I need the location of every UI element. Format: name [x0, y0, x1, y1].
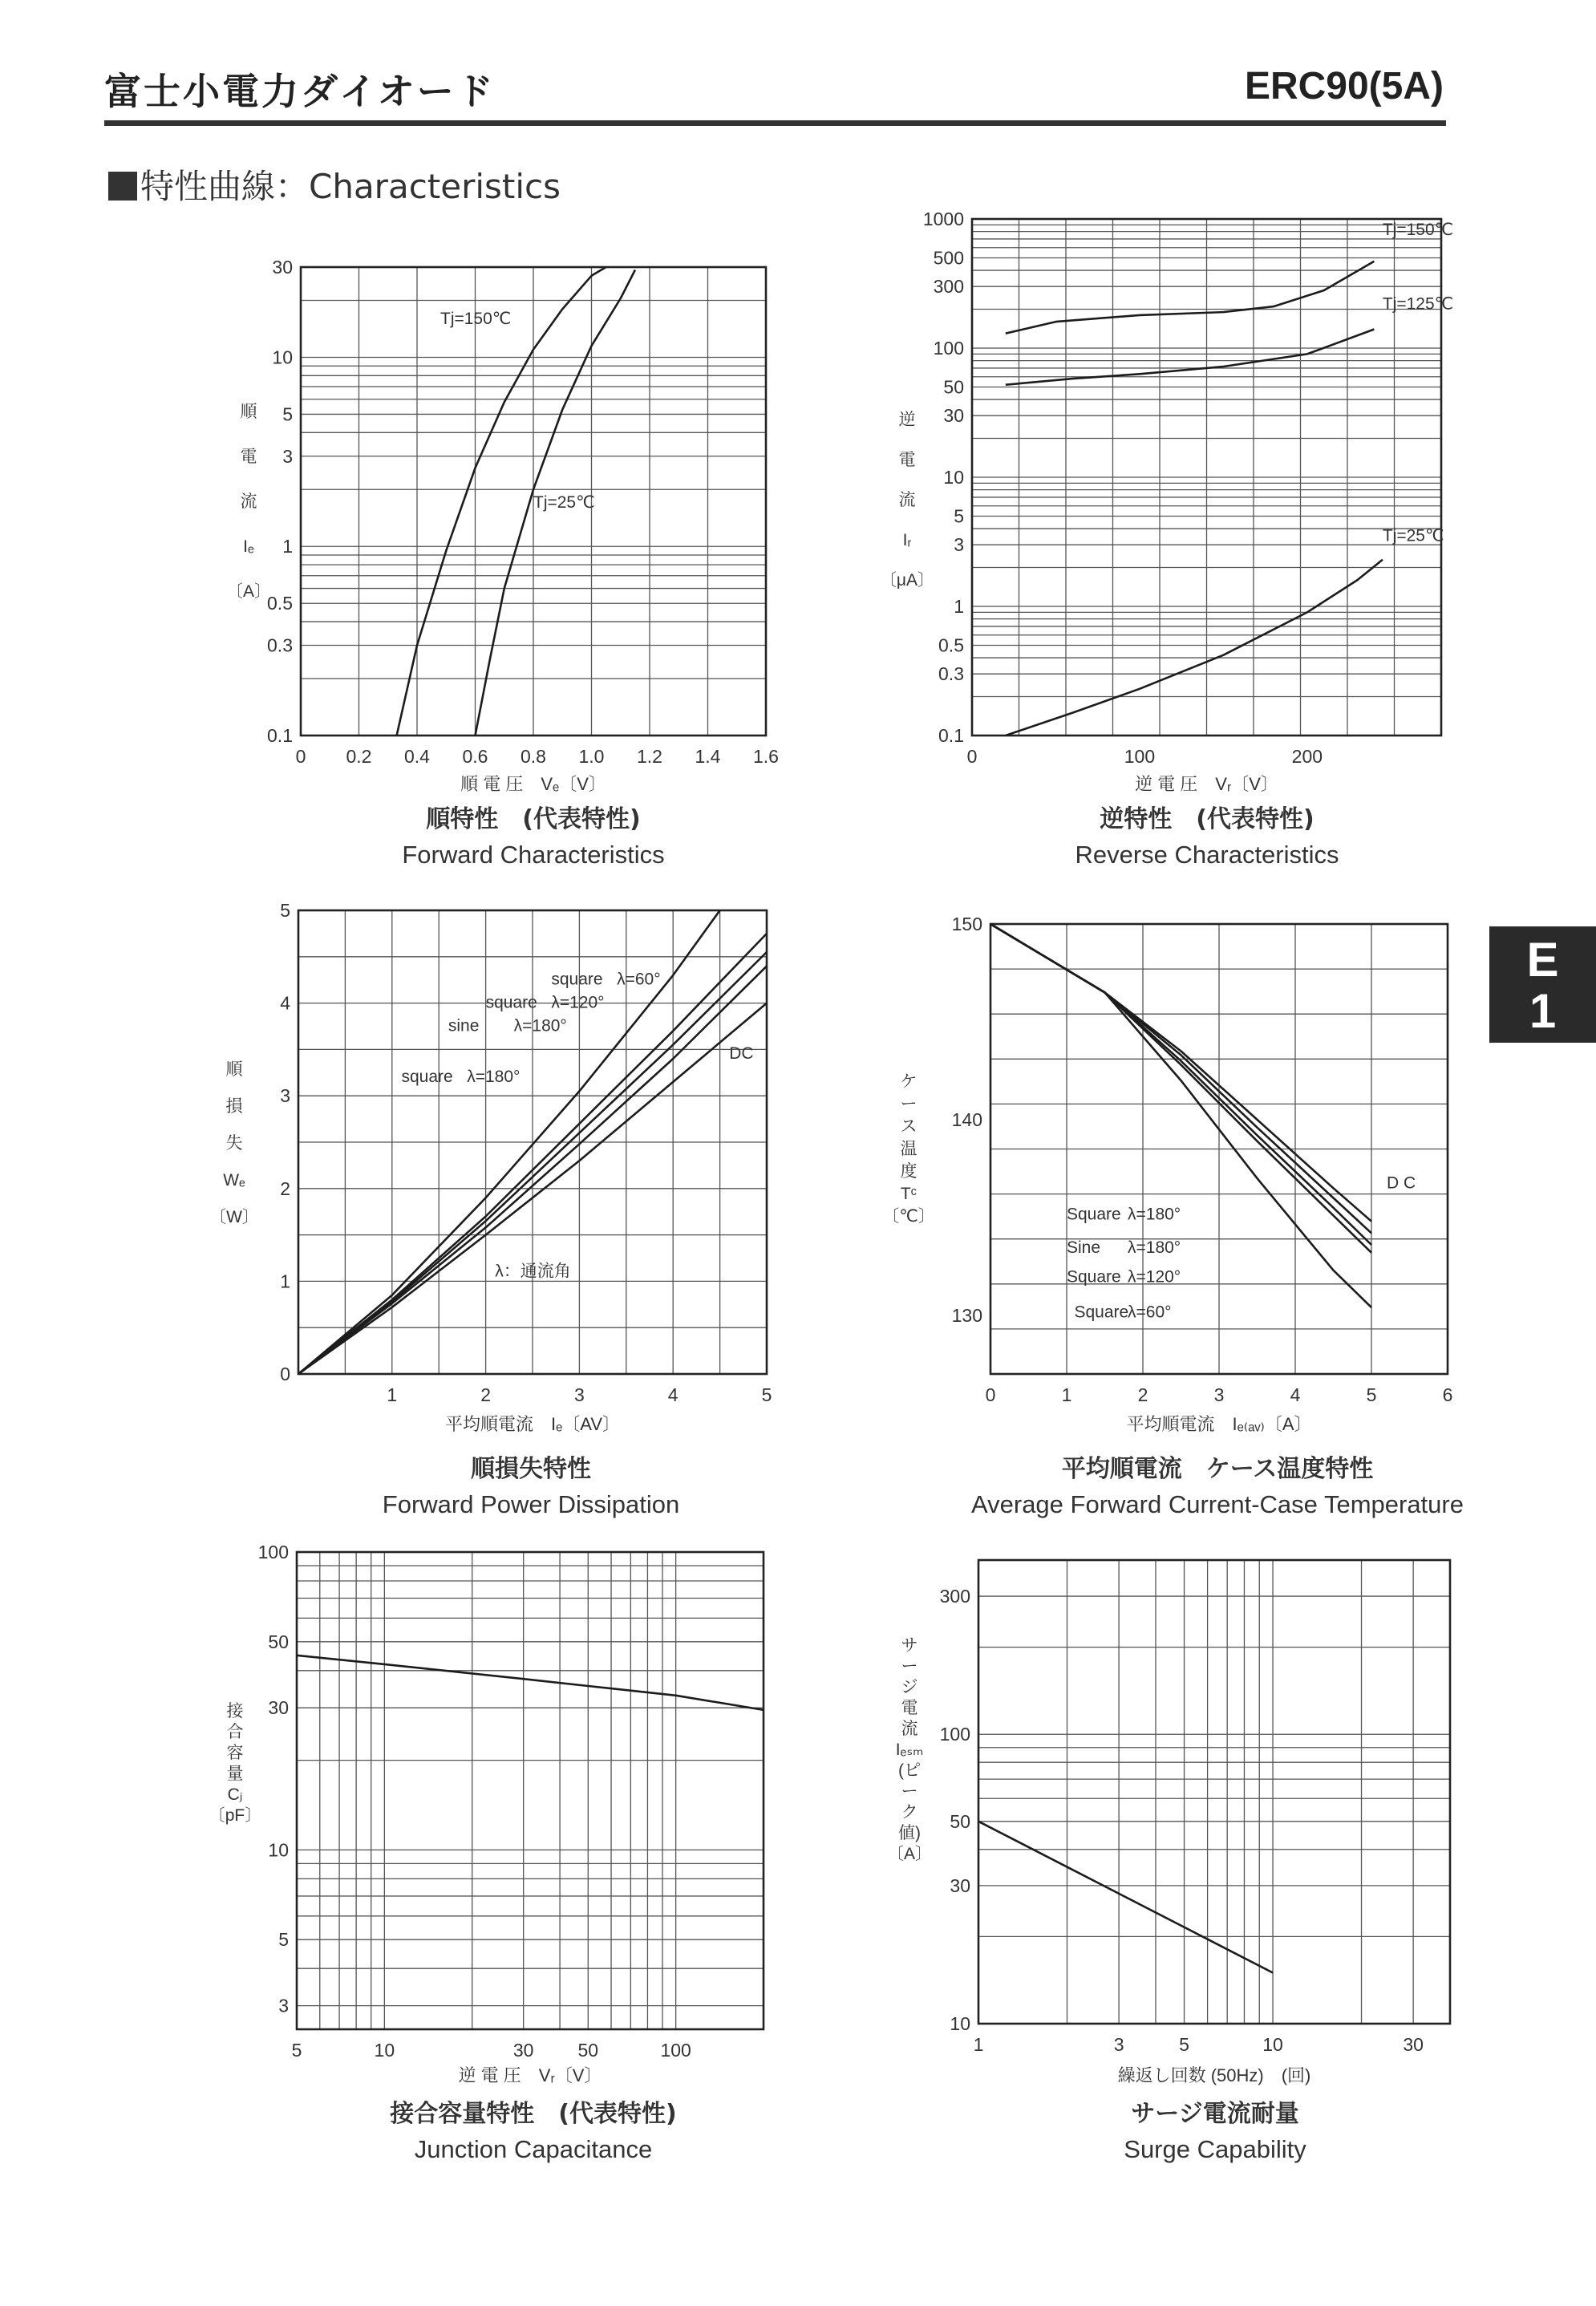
y-tick-label: 50: [268, 1631, 289, 1652]
y-axis-label-char: 順: [225, 1060, 243, 1079]
series-annotation: λ=60°: [617, 970, 661, 989]
y-axis-label-char: 電: [240, 448, 257, 466]
y-tick-label: 5: [280, 900, 290, 921]
x-tick-label: 0.4: [404, 746, 430, 767]
series-line: [1006, 560, 1383, 736]
y-tick-label: 1000: [922, 209, 964, 229]
y-tick-label: 4: [280, 992, 290, 1014]
y-tick-label: 1: [954, 596, 964, 617]
x-tick-label: 1: [387, 1384, 398, 1405]
series-annotation: Tj=25℃: [533, 493, 595, 513]
y-tick-label: 140: [951, 1108, 982, 1130]
y-tick-label: 10: [943, 467, 964, 488]
y-tick-label: 10: [950, 2013, 970, 2034]
series-annotation: λ=120°: [551, 993, 605, 1012]
chart-capacitance: [209, 1542, 764, 2163]
y-tick-label: 10: [268, 1839, 289, 1861]
x-tick-label: 0: [295, 746, 306, 767]
side-tab-letter: E: [1526, 933, 1559, 987]
y-tick-label: 30: [950, 1874, 970, 1896]
x-axis-label: 逆 電 圧 Vᵣ〔V〕: [1135, 774, 1278, 794]
y-tick-label: 100: [933, 338, 964, 359]
chart-caption-jp: 順特性 (代表特性): [426, 805, 641, 833]
y-axis-label-char: Wₑ: [223, 1171, 245, 1189]
y-axis-label-char: 流: [901, 1720, 918, 1738]
series-line: [978, 1822, 1273, 1973]
x-tick-label: 1.6: [753, 746, 779, 767]
x-tick-label: 100: [1124, 746, 1156, 767]
series-annotation: λ=180°: [1128, 1238, 1181, 1257]
x-tick-label: 30: [512, 2040, 534, 2061]
series-line: [990, 924, 1371, 1233]
series-line: [990, 924, 1371, 1307]
y-axis-label-char: 〔℃〕: [882, 1207, 935, 1226]
y-axis-label-char: 温: [900, 1140, 917, 1158]
y-tick-label: 3: [278, 1995, 289, 2016]
y-tick-label: 3: [280, 1085, 290, 1107]
y-tick-label: 1: [282, 536, 293, 557]
y-axis-label-char: ジ: [901, 1678, 918, 1696]
y-tick-label: 2: [280, 1177, 290, 1199]
x-tick-label: 0.6: [462, 746, 488, 767]
y-tick-label: 3: [282, 445, 293, 467]
gridlines: [972, 219, 1441, 736]
series-line: [1006, 261, 1375, 334]
plot-frame: [297, 1552, 764, 2029]
series-annotation: D C: [1387, 1173, 1416, 1193]
y-tick-label: 150: [951, 914, 982, 934]
y-axis-label-char: サ: [901, 1636, 918, 1655]
y-tick-label: 5: [954, 505, 964, 527]
chart-caption-jp: サージ電流耐量: [1131, 2100, 1299, 2128]
page-header-title: 富士小電力ダイオード: [104, 70, 496, 113]
series-annotation: square: [485, 993, 537, 1012]
plot-frame: [978, 1560, 1450, 2024]
side-tab-number: 1: [1529, 984, 1557, 1038]
y-axis-label-char: Tᶜ: [900, 1185, 917, 1203]
y-axis-label-char: 流: [898, 491, 916, 509]
x-tick-label: 6: [1442, 1384, 1453, 1405]
chart-caption-en: Reverse Characteristics: [1075, 841, 1339, 869]
y-axis-label-char: 容: [226, 1744, 244, 1762]
y-tick-label: 5: [278, 1929, 289, 1951]
chart-caption-en: Junction Capacitance: [414, 2135, 653, 2163]
x-tick-label: 100: [660, 2040, 691, 2061]
series-annotation: Tj=150℃: [440, 309, 512, 328]
y-axis-label-char: ス: [900, 1117, 917, 1136]
y-tick-label: 300: [933, 276, 964, 298]
series-annotation: λ=120°: [1128, 1267, 1181, 1287]
y-tick-label: 500: [933, 247, 964, 269]
y-tick-label: 0.3: [267, 634, 293, 656]
y-axis-label-char: ー: [900, 1095, 917, 1113]
y-tick-label: 50: [950, 1810, 970, 1832]
series-annotation: Sine: [1067, 1238, 1101, 1257]
y-tick-label: 130: [951, 1304, 982, 1326]
series-annotation: Tj=125℃: [1382, 294, 1454, 314]
x-tick-label: 1.4: [695, 746, 721, 767]
series-annotation: λ=180°: [1128, 1205, 1181, 1224]
series-annotation: λ=180°: [467, 1067, 521, 1086]
y-axis-label-char: 量: [226, 1765, 244, 1783]
part-number: ERC90(5A): [1244, 65, 1444, 107]
y-axis-label-char: 〔μA〕: [879, 571, 935, 590]
series-annotation: λ=180°: [513, 1016, 567, 1035]
x-tick-label: 5: [291, 2040, 302, 2061]
x-tick-label: 1.0: [578, 746, 605, 767]
x-axis-label: 繰返し回数 (50Hz) (回): [1117, 2065, 1311, 2085]
x-axis-label: 平均順電流 Iₑ〔AV〕: [444, 1414, 621, 1434]
chart-caption-jp: 平均順電流 ケース温度特性: [1061, 1455, 1374, 1483]
y-tick-label: 30: [272, 257, 293, 278]
x-tick-label: 0.8: [521, 746, 546, 767]
y-axis-label-char: 逆: [898, 411, 916, 429]
gridlines: [978, 1560, 1450, 2024]
chart-caption-jp: 接合容量特性 (代表特性): [390, 2100, 677, 2128]
y-axis-label-char: 接: [226, 1702, 244, 1720]
x-axis-label: 平均順電流 Iₑ₍ₐᵥ₎〔A〕: [1126, 1414, 1312, 1434]
y-axis-label-char: 〔A〕: [886, 1845, 933, 1863]
series-annotation: Square: [1074, 1303, 1129, 1322]
series-annotation: Square: [1067, 1205, 1121, 1224]
series-annotation: DC: [729, 1044, 754, 1063]
y-axis-label-char: 合: [226, 1723, 244, 1741]
y-tick-label: 0.5: [938, 634, 964, 656]
series-annotation: λ：通流角: [495, 1262, 571, 1281]
series-line: [990, 924, 1371, 1253]
x-tick-label: 2: [1137, 1384, 1148, 1405]
chart-caption-en: Forward Characteristics: [402, 841, 665, 869]
chart-caption-en: Average Forward Current-Case Temperature: [971, 1490, 1464, 1518]
y-axis-label-char: 度: [900, 1162, 917, 1181]
y-tick-label: 50: [943, 376, 964, 398]
y-tick-label: 30: [943, 405, 964, 427]
y-axis-label-char: Cⱼ: [227, 1785, 243, 1804]
series-annotation: sine: [448, 1016, 480, 1035]
series-line: [297, 1656, 764, 1710]
x-tick-label: 3: [1113, 2034, 1124, 2055]
y-tick-label: 10: [272, 347, 293, 368]
y-tick-label: 3: [954, 534, 964, 556]
x-tick-label: 5: [1366, 1384, 1377, 1405]
y-axis-label-char: 〔W〕: [209, 1208, 259, 1226]
x-axis-label: 逆 電 圧 Vᵣ〔V〕: [458, 2065, 602, 2085]
y-axis-label-char: 値): [898, 1824, 921, 1842]
x-tick-label: 4: [667, 1384, 679, 1405]
y-axis-label-char: 電: [901, 1699, 918, 1717]
gridlines: [990, 924, 1448, 1374]
x-tick-label: 10: [374, 2040, 395, 2061]
series-annotation: Square: [1067, 1267, 1121, 1287]
x-tick-label: 10: [1262, 2034, 1283, 2055]
series-annotation: square: [401, 1067, 453, 1086]
gridlines: [297, 1552, 764, 2029]
x-axis-label: 順 電 圧 Vₑ〔V〕: [460, 774, 606, 794]
y-tick-label: 100: [939, 1724, 970, 1745]
y-axis-label-char: 損: [225, 1097, 243, 1116]
chart-caption-en: Surge Capability: [1124, 2135, 1306, 2163]
y-axis-label-char: 失: [225, 1134, 243, 1153]
x-tick-label: 0.2: [346, 746, 372, 767]
x-tick-label: 0: [966, 746, 978, 767]
y-tick-label: 100: [257, 1542, 289, 1562]
x-tick-label: 4: [1290, 1384, 1301, 1405]
y-tick-label: 5: [282, 403, 293, 425]
y-axis-label-char: Iₑ: [243, 537, 254, 556]
x-tick-label: 0: [985, 1384, 996, 1405]
y-axis-label-char: Iₑₛₘ: [895, 1741, 924, 1759]
x-tick-label: 200: [1291, 746, 1323, 767]
y-axis-label-char: ー: [901, 1657, 918, 1676]
chart-case-temp: [882, 914, 1464, 1518]
y-tick-label: 0: [280, 1364, 290, 1384]
y-axis-label-char: 流: [240, 492, 257, 511]
y-tick-label: 300: [939, 1586, 970, 1607]
y-axis-label-char: ー: [901, 1782, 918, 1801]
x-tick-label: 5: [1179, 2034, 1189, 2055]
chart-forward: [226, 257, 779, 869]
y-tick-label: 0.5: [267, 593, 293, 614]
y-tick-label: 30: [268, 1697, 289, 1719]
y-tick-label: 1: [280, 1271, 290, 1292]
x-tick-label: 30: [1403, 2034, 1424, 2055]
series-annotation: Tj=25℃: [1382, 526, 1444, 545]
y-axis-label-char: 〔A〕: [225, 582, 272, 601]
chart-surge: [887, 1560, 1450, 2163]
y-axis-label-char: 〔pF〕: [208, 1806, 262, 1825]
x-tick-label: 2: [480, 1384, 491, 1405]
y-axis-label-char: Iᵣ: [902, 531, 912, 549]
y-tick-label: 0.1: [938, 725, 964, 746]
series-annotation: λ=60°: [1128, 1303, 1172, 1322]
chart-reverse: [880, 209, 1453, 869]
y-axis-label-char: 電: [898, 451, 916, 469]
chart-caption-jp: 順損失特性: [471, 1455, 591, 1483]
y-axis-label-char: ク: [901, 1803, 918, 1822]
chart-caption-jp: 逆特性 (代表特性): [1100, 805, 1314, 833]
series-annotation: Tj=150℃: [1382, 221, 1454, 240]
x-tick-label: 5: [761, 1384, 772, 1405]
chart-power: [209, 900, 772, 1518]
x-tick-label: 1: [1061, 1384, 1072, 1405]
chart-caption-en: Forward Power Dissipation: [382, 1490, 680, 1518]
x-tick-label: 3: [1213, 1384, 1225, 1405]
x-tick-label: 1: [973, 2034, 984, 2055]
y-axis-label-char: (ピ: [898, 1761, 921, 1780]
y-axis-label-char: ケ: [900, 1072, 917, 1091]
y-axis-label-char: 順: [240, 403, 257, 421]
x-tick-label: 50: [577, 2040, 599, 2061]
series-annotation: square: [551, 970, 603, 989]
x-tick-label: 3: [574, 1384, 585, 1405]
gridlines: [298, 910, 767, 1374]
x-tick-label: 1.2: [637, 746, 662, 767]
section-heading-text: 特性曲線：Characteristics: [140, 167, 561, 206]
y-tick-label: 0.1: [267, 725, 293, 746]
y-tick-label: 0.3: [938, 663, 964, 685]
